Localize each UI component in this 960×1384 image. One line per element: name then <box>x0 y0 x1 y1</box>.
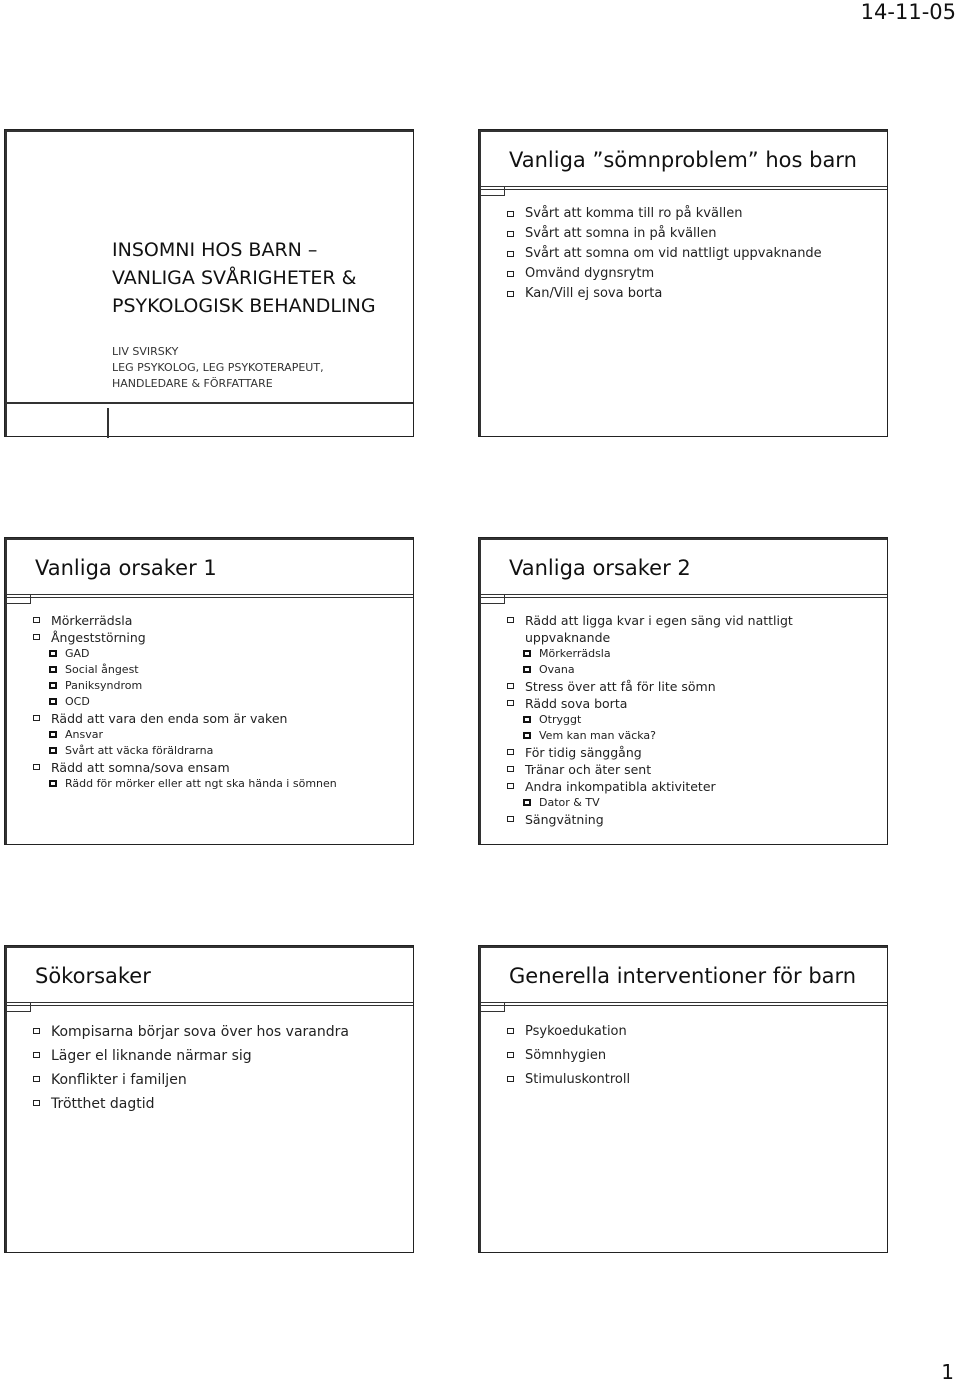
filled-square-bullet-icon <box>49 666 57 673</box>
square-bullet-icon <box>33 1052 40 1058</box>
bullet-text: Ångeststörning <box>51 630 146 645</box>
bullet-text: För tidig sänggång <box>525 745 642 760</box>
slide-orsaker-2 <box>478 537 888 845</box>
slide-title: Generella interventioner för barn <box>509 964 857 988</box>
sub-bullet-item <box>507 728 879 744</box>
bullet-text: Vem kan man väcka? <box>539 729 657 742</box>
slide-interventioner <box>478 945 888 1253</box>
author-line: LIV SVIRSKY <box>112 345 179 358</box>
bullet-text: Rädd att somna/sova ensam <box>51 760 230 775</box>
bullet-text: Omvänd dygnsrytm <box>525 266 655 281</box>
bullet-text: GAD <box>65 647 90 660</box>
bullet-item <box>507 1044 879 1068</box>
bullet-list <box>507 1020 879 1092</box>
author-line: HANDLEDARE & FÖRFATTARE <box>112 377 273 390</box>
bullet-item <box>507 264 879 284</box>
square-bullet-icon <box>507 700 514 706</box>
slide-orsaker-1 <box>4 537 414 845</box>
square-bullet-icon <box>507 783 514 789</box>
bullet-text: Kan/Vill ej sova borta <box>525 286 663 301</box>
bullet-text: Mörkerrädsla <box>51 613 133 628</box>
square-bullet-icon <box>507 1028 514 1034</box>
bullet-list <box>507 612 879 828</box>
sub-bullet-item <box>33 694 405 710</box>
bullet-text: Kompisarna börjar sova över hos varandra <box>51 1024 349 1040</box>
bullet-text: Stress över att få för lite sömn <box>525 679 716 694</box>
header-date: 14-11-05 <box>860 0 956 24</box>
bullet-item <box>33 759 405 776</box>
title-line: VANLIGA SVÅRIGHETER & <box>112 267 357 289</box>
title-line: PSYKOLOGISK BEHANDLING <box>112 295 376 317</box>
bullet-item <box>33 1068 405 1092</box>
bullet-item <box>507 695 879 712</box>
bullet-text: Psykoedukation <box>525 1024 627 1039</box>
bullet-text: Svårt att väcka föräldrarna <box>65 744 214 757</box>
bullet-text: Stimuluskontroll <box>525 1072 631 1087</box>
bullet-list <box>33 1020 405 1116</box>
bullet-item <box>507 244 879 264</box>
bullet-list <box>507 204 879 304</box>
slide-sokorsaker <box>4 945 414 1253</box>
bullet-item <box>33 629 405 646</box>
bullet-text: Social ångest <box>65 663 139 676</box>
bullet-text: Rädd att vara den enda som är vaken <box>51 711 288 726</box>
bullet-text: Otryggt <box>539 713 582 726</box>
square-bullet-icon <box>33 715 40 721</box>
filled-square-bullet-icon <box>523 799 531 806</box>
bullet-text: Läger el liknande närmar sig <box>51 1048 252 1064</box>
sub-bullet-item <box>33 776 405 792</box>
bullet-text: Konflikter i familjen <box>51 1072 187 1088</box>
sub-bullet-item <box>33 646 405 662</box>
presentation-author <box>112 344 324 392</box>
page-number: 1 <box>941 1360 954 1384</box>
bullet-text: Dator & TV <box>539 796 600 809</box>
square-bullet-icon <box>33 764 40 770</box>
bullet-item <box>33 612 405 629</box>
sub-bullet-item <box>33 727 405 743</box>
presentation-title <box>112 236 376 320</box>
filled-square-bullet-icon <box>49 731 57 738</box>
bullet-text: Svårt att somna om vid nattligt uppvaknande <box>525 246 822 261</box>
filled-square-bullet-icon <box>49 698 57 705</box>
filled-square-bullet-icon <box>49 682 57 689</box>
square-bullet-icon <box>507 291 514 297</box>
bullet-item <box>507 612 879 646</box>
title-line: INSOMNI HOS BARN – <box>112 239 318 261</box>
slide-title: Vanliga ”sömnproblem” hos barn <box>509 148 857 172</box>
bullet-text: Sömnhygien <box>525 1048 607 1063</box>
filled-square-bullet-icon <box>523 716 531 723</box>
filled-square-bullet-icon <box>49 780 57 787</box>
filled-square-bullet-icon <box>49 747 57 754</box>
bullet-text: Ovana <box>539 663 575 676</box>
bullet-text: Mörkerrädsla <box>539 647 611 660</box>
square-bullet-icon <box>507 251 514 257</box>
bullet-text: Rädd sova borta <box>525 696 628 711</box>
bullet-item <box>507 204 879 224</box>
sub-bullet-item <box>33 743 405 759</box>
square-bullet-icon <box>507 1052 514 1058</box>
sub-bullet-item <box>33 662 405 678</box>
square-bullet-icon <box>33 1028 40 1034</box>
bullet-item <box>507 678 879 695</box>
square-bullet-icon <box>507 816 514 822</box>
bullet-item <box>507 1068 879 1092</box>
square-bullet-icon <box>507 683 514 689</box>
bullet-text: Tränar och äter sent <box>525 762 652 777</box>
square-bullet-icon <box>33 617 40 623</box>
slide-title: Vanliga orsaker 2 <box>509 556 691 580</box>
slide-title: Vanliga orsaker 1 <box>35 556 217 580</box>
square-bullet-icon <box>507 271 514 277</box>
bullet-item <box>33 1092 405 1116</box>
square-bullet-icon <box>507 766 514 772</box>
bullet-text: Sängvätning <box>525 812 604 827</box>
square-bullet-icon <box>507 749 514 755</box>
bullet-text: Ansvar <box>65 728 104 741</box>
square-bullet-icon <box>507 211 514 217</box>
bullet-text: Andra inkompatibla aktiviteter <box>525 779 716 794</box>
sub-bullet-item <box>33 678 405 694</box>
bullet-text: Svårt att somna in på kvällen <box>525 226 717 241</box>
bullet-text: Paniksyndrom <box>65 679 143 692</box>
slide-somnproblem <box>478 129 888 437</box>
bullet-text: Svårt att komma till ro på kvällen <box>525 206 743 221</box>
square-bullet-icon <box>507 231 514 237</box>
bullet-item <box>507 778 879 795</box>
filled-square-bullet-icon <box>49 650 57 657</box>
filled-square-bullet-icon <box>523 650 531 657</box>
slide-title <box>4 129 414 437</box>
bullet-item <box>33 1044 405 1068</box>
filled-square-bullet-icon <box>523 666 531 673</box>
bullet-item <box>33 1020 405 1044</box>
sub-bullet-item <box>507 712 879 728</box>
sub-bullet-item <box>507 662 879 678</box>
square-bullet-icon <box>33 1100 40 1106</box>
sub-bullet-item <box>507 795 879 811</box>
bullet-text: Rädd för mörker eller att ngt ska hända i sömnen <box>65 777 337 790</box>
slide-footer-band <box>5 402 413 438</box>
bullet-item <box>33 710 405 727</box>
bullet-item <box>507 761 879 778</box>
bullet-item <box>507 1020 879 1044</box>
slide-title: Sökorsaker <box>35 964 151 988</box>
square-bullet-icon <box>507 1076 514 1082</box>
square-bullet-icon <box>33 634 40 640</box>
bullet-item <box>507 744 879 761</box>
sub-bullet-item <box>507 646 879 662</box>
square-bullet-icon <box>33 1076 40 1082</box>
filled-square-bullet-icon <box>523 732 531 739</box>
square-bullet-icon <box>507 617 514 623</box>
bullet-item <box>507 811 879 828</box>
bullet-text: OCD <box>65 695 90 708</box>
author-line: LEG PSYKOLOG, LEG PSYKOTERAPEUT, <box>112 361 324 374</box>
bullet-text: Trötthet dagtid <box>51 1096 155 1112</box>
bullet-text: Rädd att ligga kvar i egen säng vid nattligt uppvaknande <box>525 613 793 645</box>
bullet-item <box>507 284 879 304</box>
bullet-list <box>33 612 405 792</box>
bullet-item <box>507 224 879 244</box>
